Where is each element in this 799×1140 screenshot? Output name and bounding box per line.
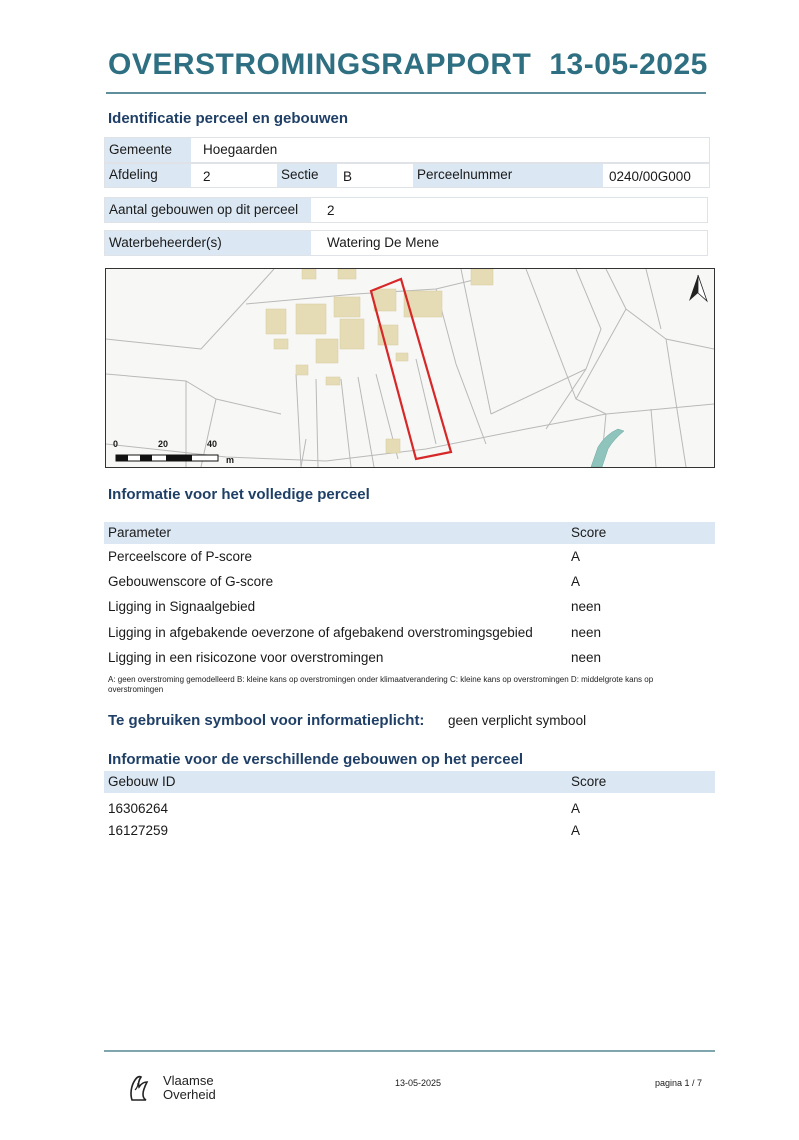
title-divider xyxy=(106,92,706,94)
scale-label-0: 0 xyxy=(113,439,119,449)
report-title xyxy=(108,48,708,82)
logo-line-1: Vlaamse xyxy=(163,1073,214,1088)
scale-unit: m xyxy=(226,455,235,465)
afdeling-value: 2 xyxy=(203,169,211,184)
waterbeheerder-row xyxy=(104,230,708,256)
scale-label-20: 20 xyxy=(158,439,169,449)
parameter-row-label: Gebouwenscore of G-score xyxy=(108,574,274,589)
gebouw-row-id: 16306264 xyxy=(108,801,169,816)
parameter-row-label: Ligging in afgebakende oeverzone of afgebakend overstromingsgebied xyxy=(108,625,533,640)
sectie-value: B xyxy=(343,169,353,184)
report-date: 13-05-2025 xyxy=(549,48,708,81)
gemeente-label: Gemeente xyxy=(109,142,173,157)
footer-date: 13-05-2025 xyxy=(395,1078,442,1088)
parcel-map xyxy=(105,268,715,468)
waterbeheerder-value: Watering De Mene xyxy=(327,235,440,250)
symbool-value: geen verplicht symbool xyxy=(448,713,587,728)
score-legend: A: geen overstroming gemodelleerd B: kleine kans op overstromingen onder klimaatverandering C: kleine kans op overstromingen D: middelgrote kans op overstromingen xyxy=(108,675,654,694)
gebouw-row-score: A xyxy=(571,801,581,816)
parameter-row-label: Ligging in Signaalgebied xyxy=(108,599,256,614)
sectie-label: Sectie xyxy=(281,167,319,182)
perceelnummer-label: Perceelnummer xyxy=(417,167,513,182)
parameter-row-score: neen xyxy=(571,625,602,640)
col-gebouw-id: Gebouw ID xyxy=(108,774,176,789)
parameter-row-label: Perceelscore of P-score xyxy=(108,549,253,564)
logo-line-2: Overheid xyxy=(163,1087,216,1102)
gebouwen-count-value: 2 xyxy=(327,203,335,218)
parameter-row-score: neen xyxy=(571,599,602,614)
scale-bar xyxy=(116,455,218,461)
symbool-label: Te gebruiken symbool voor informatieplicht: xyxy=(108,712,425,729)
parameter-row-score: A xyxy=(571,549,581,564)
page-number: pagina 1 / 7 xyxy=(655,1078,703,1088)
col-parameter: Parameter xyxy=(108,525,172,540)
parcel-map-svg xyxy=(106,269,714,467)
report-title-text: OVERSTROMINGSRAPPORT xyxy=(108,48,532,81)
afdeling-row xyxy=(104,163,710,188)
waterbeheerder-label: Waterbeheerder(s) xyxy=(109,235,222,250)
col-score: Score xyxy=(571,525,607,540)
lion-logo-icon xyxy=(126,1072,154,1104)
gebouw-row-score: A xyxy=(571,823,581,838)
gemeente-value: Hoegaarden xyxy=(203,142,278,157)
gebouwen-count-label: Aantal gebouwen op dit perceel xyxy=(109,202,299,217)
gebouw-row-id: 16127259 xyxy=(108,823,169,838)
gebouwen-count-row xyxy=(104,197,708,223)
scale-label-40: 40 xyxy=(207,439,218,449)
perceelnummer-value: 0240/00G000 xyxy=(609,169,691,184)
gebouwen-table-header xyxy=(104,771,715,793)
north-arrow-icon xyxy=(689,275,707,301)
parameter-row-score: neen xyxy=(571,650,602,665)
col-gebouw-score: Score xyxy=(571,774,607,789)
perceel-table-header xyxy=(104,522,715,544)
footer-divider xyxy=(104,1050,715,1052)
parameter-row-score: A xyxy=(571,574,581,589)
gemeente-row xyxy=(104,137,710,163)
identification-heading: Identificatie perceel en gebouwen xyxy=(108,110,349,127)
parameter-row-label: Ligging in een risicozone voor overstromingen xyxy=(108,650,384,665)
perceel-info-heading: Informatie voor het volledige perceel xyxy=(108,486,370,503)
gebouwen-info-heading: Informatie voor de verschillende gebouwen op het perceel xyxy=(108,751,524,768)
afdeling-label: Afdeling xyxy=(109,167,158,182)
vlaamse-overheid-logo xyxy=(163,1074,216,1102)
